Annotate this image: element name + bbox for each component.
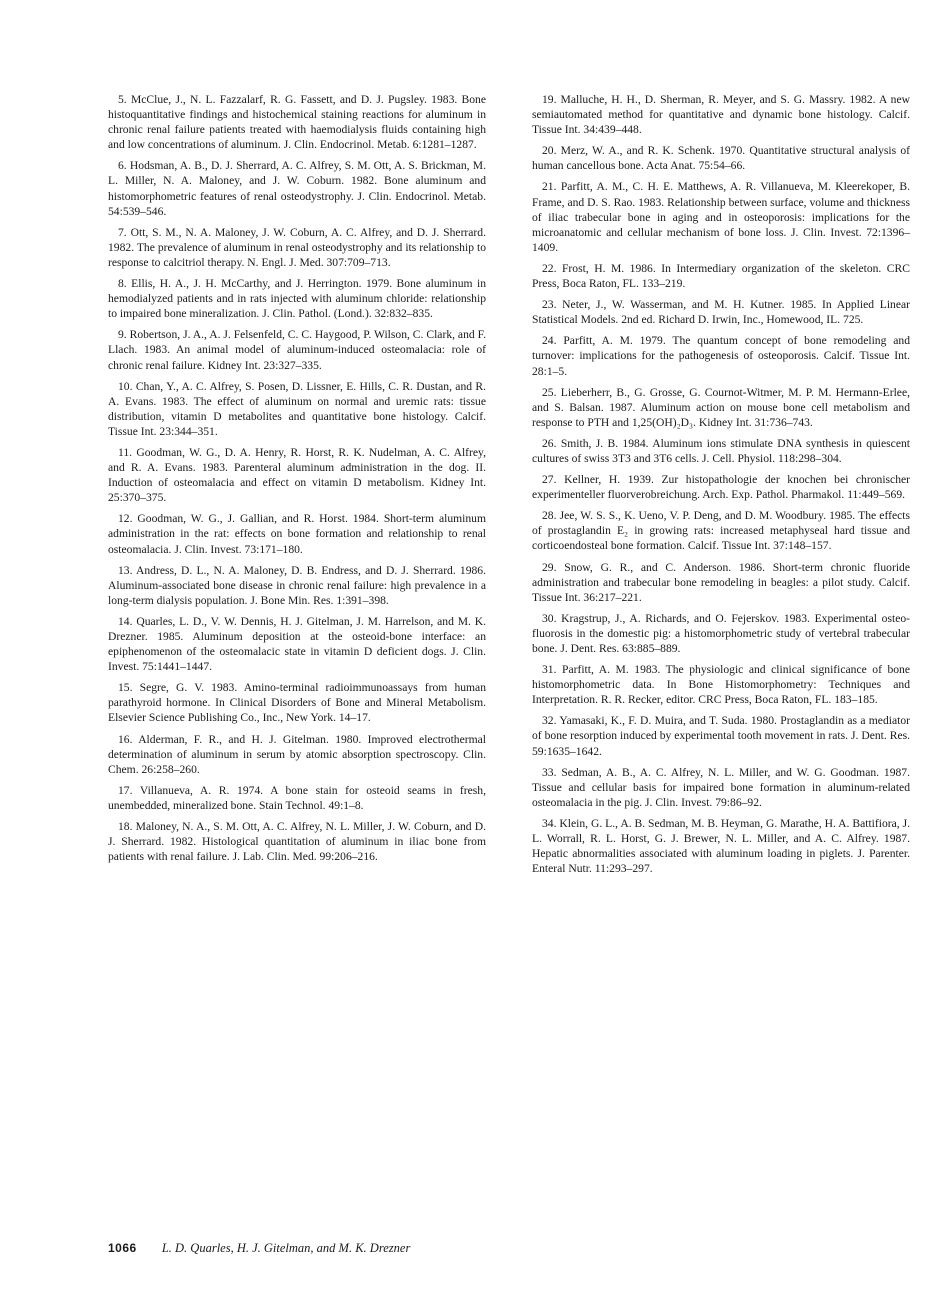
reference-item: 27. Kellner, H. 1939. Zur histopathologie der knochen bei chronischer experimenteller fluorverobreichung. Arch. Exp. Pathol. Pharmakol. 11:449–569. bbox=[532, 473, 910, 502]
reference-item: 34. Klein, G. L., A. B. Sedman, M. B. Heyman, G. Marathe, H. A. Battifiora, J. L. Worrall, R. L. Horst, G. J. Brewer, N. L. Miller, and A. C. Alfrey. 1987. Hepatic abnormalities associated with aluminum loading in piglets. J. Parenter. Enteral Nutr. 11:293–297. bbox=[532, 816, 910, 876]
reference-item: 32. Yamasaki, K., F. D. Muira, and T. Suda. 1980. Prostaglandin as a mediator of bone resorption induced by experimental tooth movement in rats. J. Dent. Res. 59:1635–1642. bbox=[532, 714, 910, 758]
reference-item: 33. Sedman, A. B., A. C. Alfrey, N. L. Miller, and W. G. Goodman. 1987. Tissue and cellular basis for impaired bone formation in aluminum-related osteomalacia in the pig. J. Clin. Invest. 79:86–92. bbox=[532, 765, 910, 809]
reference-item: 15. Segre, G. V. 1983. Amino-terminal radioimmunoassays from human parathyroid hormone. In Clinical Disorders of Bone and Mineral Metabolism. Elsevier Science Publishing Co., Inc., New York. 14–17. bbox=[108, 681, 486, 725]
reference-item: 20. Merz, W. A., and R. K. Schenk. 1970. Quantitative structural analysis of human cancellous bone. Acta Anat. 75:54–66. bbox=[532, 144, 910, 173]
reference-item: 6. Hodsman, A. B., D. J. Sherrard, A. C. Alfrey, S. M. Ott, A. S. Brickman, M. L. Miller, N. A. Maloney, and J. W. Coburn. 1982. Bone aluminum and histomorphometric features of renal osteodystrophy. J. Clin. Endocrinol. Metab. 54:539–546. bbox=[108, 159, 486, 218]
running-authors: L. D. Quarles, H. J. Gitelman, and M. K. Drezner bbox=[161, 1241, 411, 1255]
reference-item: 17. Villanueva, A. R. 1974. A bone stain for osteoid seams in fresh, unembedded, mineralized bone. Stain Technol. 49:1–8. bbox=[108, 783, 486, 812]
references-left-column bbox=[108, 92, 486, 870]
reference-item: 10. Chan, Y., A. C. Alfrey, S. Posen, D. Lissner, E. Hills, C. R. Dustan, and R. A. Evans. 1983. The effect of aluminum on normal and uremic rats: tissue distribution, vitamin D metabolites and quantitative bone histology. Calcif. Tissue Int. 23:344–351. bbox=[108, 379, 486, 438]
reference-item: 18. Maloney, N. A., S. M. Ott, A. C. Alfrey, N. L. Miller, J. W. Coburn, and D. J. Sherrard. 1982. Histological quantitation of aluminum in iliac bone from patients with renal failure. J. Lab. Clin. Med. 99:206–216. bbox=[108, 820, 486, 864]
reference-item: 30. Kragstrup, J., A. Richards, and O. Fejerskov. 1983. Experimental osteo-fluorosis in the domestic pig: a histomorphometric study of vertebral trabecular bone. J. Dent. Res. 63:885–889. bbox=[532, 611, 910, 655]
reference-item: 21. Parfitt, A. M., C. H. E. Matthews, A. R. Villanueva, M. Kleerekoper, B. Frame, and D. S. Rao. 1983. Relationship between surface, volume and thickness of iliac trabecular bone in aging and in osteoporosis: implications for the microanatomic and cellular mechanism of bone loss. J. Clin. Invest. 72:1396–1409. bbox=[532, 180, 910, 254]
reference-item: 12. Goodman, W. G., J. Gallian, and R. Horst. 1984. Short-term aluminum administration in the rat: effects on bone formation and relationship to renal osteomalacia. J. Clin. Invest. 73:171–180. bbox=[108, 512, 486, 556]
reference-item: 24. Parfitt, A. M. 1979. The quantum concept of bone remodeling and turnover: implications for the pathogenesis of osteoporosis. Calcif. Tissue Int. 28:1–5. bbox=[532, 334, 910, 378]
reference-item: 31. Parfitt, A. M. 1983. The physiologic and clinical significance of bone histomorphometric data. In Bone Histomorphometry: Techniques and Interpretation. R. R. Recker, editor. CRC Press, Boca Raton, FL. 183–185. bbox=[532, 663, 910, 707]
reference-item: 22. Frost, H. M. 1986. In Intermediary organization of the skeleton. CRC Press, Boca Raton, FL. 133–219. bbox=[532, 261, 910, 291]
reference-item: 9. Robertson, J. A., A. J. Felsenfeld, C. C. Haygood, P. Wilson, C. Clark, and F. Llach. 1983. An animal model of aluminum-induced osteomalacia: role of chronic renal failure. Kidney Int. 23:327–335. bbox=[108, 328, 486, 372]
reference-item: 5. McClue, J., N. L. Fazzalarf, R. G. Fassett, and D. J. Pugsley. 1983. Bone histoquantitative findings and histochemical staining reactions for aluminum in chronic renal failure patients treated with haemodialysis fluids containing high and low concentrations of aluminum. J. Clin. Endocrinol. Metab. 6:1281–1287. bbox=[108, 93, 486, 152]
page-number: 1066 bbox=[108, 1241, 137, 1255]
page-footer bbox=[108, 1241, 410, 1256]
reference-item: 16. Alderman, F. R., and H. J. Gitelman. 1980. Improved electrothermal determination of aluminum in serum by atomic absorption spectroscopy. Clin. Chem. 26:258–260. bbox=[108, 732, 486, 776]
reference-item: 14. Quarles, L. D., V. W. Dennis, H. J. Gitelman, J. M. Harrelson, and M. K. Drezner. 1985. Aluminum deposition at the osteoid-bone interface: an epiphenomenon of the osteomalacic state in vitamin D deficient dogs. J. Clin. Invest. 75:1441–1447. bbox=[108, 614, 486, 674]
reference-item: 7. Ott, S. M., N. A. Maloney, J. W. Coburn, A. C. Alfrey, and D. J. Sherrard. 1982. The prevalence of aluminum in renal osteodystrophy and its relationship to response to calcitriol therapy. N. Engl. J. Med. 307:709–713. bbox=[108, 225, 486, 269]
reference-item: 11. Goodman, W. G., D. A. Henry, R. Horst, R. K. Nudelman, A. C. Alfrey, and R. A. Evans. 1983. Parenteral aluminum administration in the dog. II. Induction of osteomalacia and effect on vitamin D metabolism. Kidney Int. 25:370–375. bbox=[108, 445, 486, 505]
reference-item: 23. Neter, J., W. Wasserman, and M. H. Kutner. 1985. In Applied Linear Statistical Models. 2nd ed. Richard D. Irwin, Inc., Homewood, IL. 725. bbox=[532, 298, 910, 327]
reference-item: 8. Ellis, H. A., J. H. McCarthy, and J. Herrington. 1979. Bone aluminum in hemodialyzed patients and in rats injected with aluminum chloride: relationship to impaired bone mineralization. J. Clin. Pathol. (Lond.). 32:832–835. bbox=[108, 277, 486, 321]
reference-item: 19. Malluche, H. H., D. Sherman, R. Meyer, and S. G. Massry. 1982. A new semiautomated method for quantitative and dynamic bone histology. Calcif. Tissue Int. 34:439–448. bbox=[532, 93, 910, 137]
reference-item: 25. Lieberherr, B., G. Grosse, G. Cournot-Witmer, M. P. M. Hermann-Erlee, and S. Balsan. 1987. Aluminum action on mouse bone cell metabolism and response to PTH and 1,25(OH)₂D₃. Kidney Int. 31:736–743. bbox=[532, 385, 910, 429]
reference-item: 26. Smith, J. B. 1984. Aluminum ions stimulate DNA synthesis in quiescent cultures of swiss 3T3 and 3T6 cells. J. Cell. Physiol. 118:298–304. bbox=[532, 436, 910, 465]
reference-item: 28. Jee, W. S. S., K. Ueno, V. P. Deng, and D. M. Woodbury. 1985. The effects of prostaglandin E₂ in growing rats: increased metaphyseal hard tissue and corticoendosteal bone formation. Calcif. Tissue Int. 37:148–157. bbox=[532, 509, 910, 553]
reference-item: 13. Andress, D. L., N. A. Maloney, D. B. Endress, and D. J. Sherrard. 1986. Aluminum-associated bone disease in chronic renal failure: high prevalence in a long-term dialysis population. J. Bone Min. Res. 1:391–398. bbox=[108, 563, 486, 607]
references-right-column bbox=[532, 92, 910, 882]
reference-item: 29. Snow, G. R., and C. Anderson. 1986. Short-term chronic fluoride administration and trabecular bone remodeling in beagles: a pilot study. Calcif. Tissue Int. 36:217–221. bbox=[532, 560, 910, 604]
